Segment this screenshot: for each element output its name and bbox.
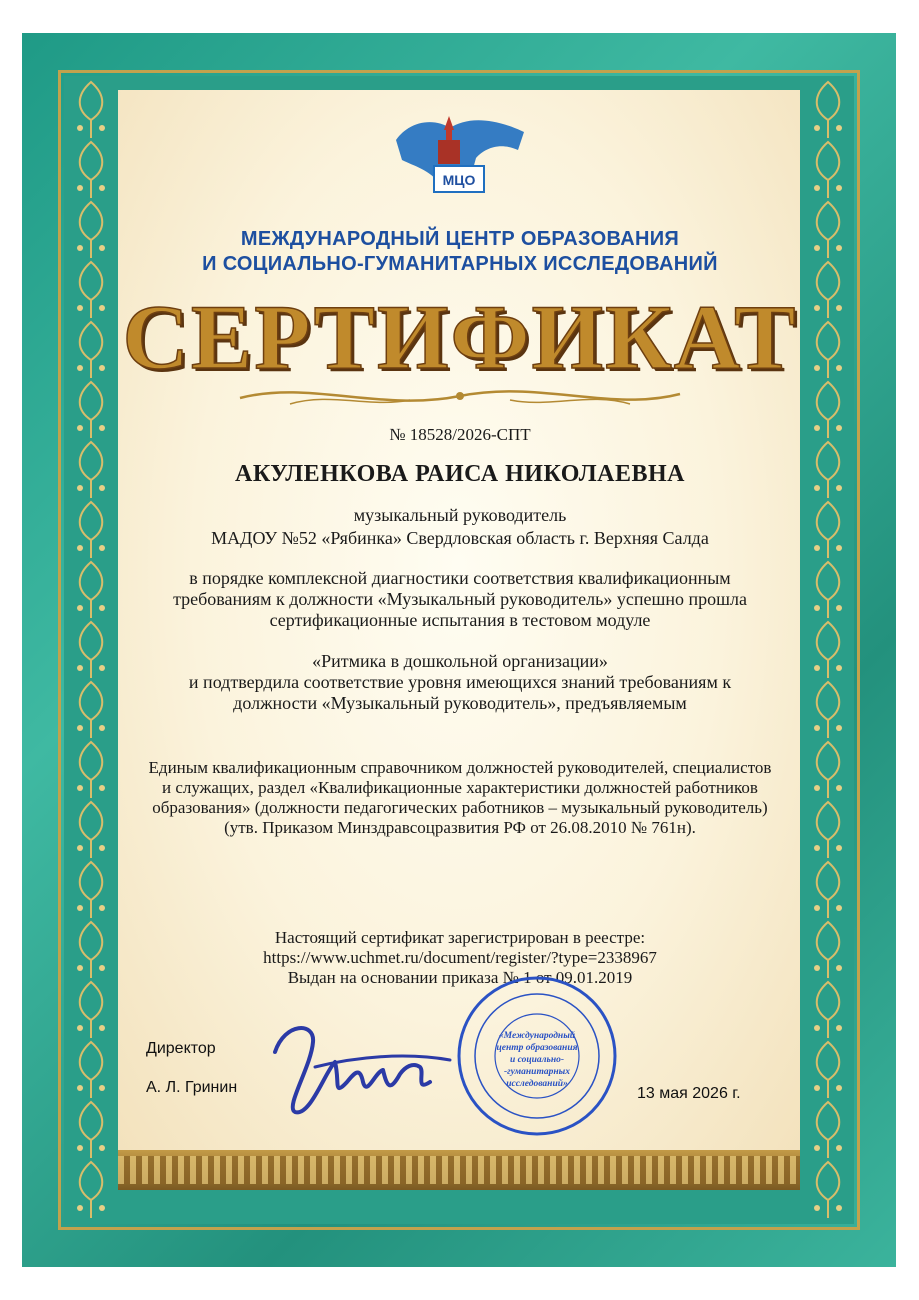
right-ornament: [805, 80, 851, 1220]
test-module-name: «Ритмика в дошкольной организации»: [312, 651, 608, 671]
recipient-name: АКУЛЕНКОВА РАИСА НИКОЛАЕВНА: [235, 461, 685, 487]
registry-order-line: Выдан на основании приказа № 1 от 09.01.2019: [287, 968, 633, 987]
mco-logo-icon: [390, 110, 530, 198]
description-line: требованиям к должности «Музыкальный руководитель» успешно прошла: [173, 589, 747, 609]
confirmation-line: и подтвердила соответствие уровня имеющихся знаний требованиям к: [188, 672, 732, 692]
logo-abbr: МЦО: [442, 172, 476, 188]
recipient-workplace: МАДОУ №52 «Рябинка» Свердловская область г. Верхняя Салда: [211, 528, 709, 548]
certificate-number: № 18528/2026-СПТ: [389, 425, 531, 444]
issue-date: 13 мая 2026 г.: [637, 1085, 741, 1102]
reference-line: (утв. Приказом Минздравсоцразвития РФ от 26.08.2010 № 761н).: [224, 818, 696, 837]
handwritten-signature: [255, 1012, 455, 1122]
registry-url: https://www.uchmet.ru/document/register/?type=2338967: [263, 948, 657, 967]
reference-line: образования» (должности педагогических работников – музыкальный руководитель): [152, 798, 768, 817]
org-name-line2: И СОЦИАЛЬНО-ГУМАНИТАРНЫХ ИССЛЕДОВАНИЙ: [202, 253, 718, 275]
org-name-line1: МЕЖДУНАРОДНЫЙ ЦЕНТР ОБРАЗОВАНИЯ: [240, 228, 680, 250]
description-line: сертификационные испытания в тестовом модуле: [269, 610, 651, 630]
reference-line: Единым квалификационным справочником должностей руководителей, специалистов: [148, 758, 772, 777]
registry-line: Настоящий сертификат зарегистрирован в реестре:: [274, 928, 646, 947]
signatory-name: А. Л. Гринин: [146, 1079, 238, 1096]
stamp-line: и социально-: [509, 1055, 565, 1065]
bottom-gold-band: [118, 1150, 800, 1190]
stamp-line: -гуманитарных: [504, 1067, 570, 1077]
confirmation-line: должности «Музыкальный руководитель», предъявляемым: [233, 693, 687, 713]
reference-line: и служащих, раздел «Квалификационные характеристики должностей работников: [162, 778, 758, 797]
certificate-title: СЕРТИФИКАТ: [122, 286, 798, 388]
signatory-title: Директор: [146, 1040, 216, 1057]
official-stamp-icon: [456, 975, 618, 1137]
stamp-line: центр образования: [496, 1043, 578, 1053]
recipient-position: музыкальный руководитель: [353, 505, 567, 525]
description-line: в порядке комплексной диагностики соответствия квалификационным: [189, 568, 731, 588]
stamp-line: «Международный: [498, 1031, 576, 1041]
left-ornament: [68, 80, 114, 1220]
stamp-line: исследований»: [506, 1079, 568, 1089]
title-flourish-icon: [230, 378, 690, 414]
